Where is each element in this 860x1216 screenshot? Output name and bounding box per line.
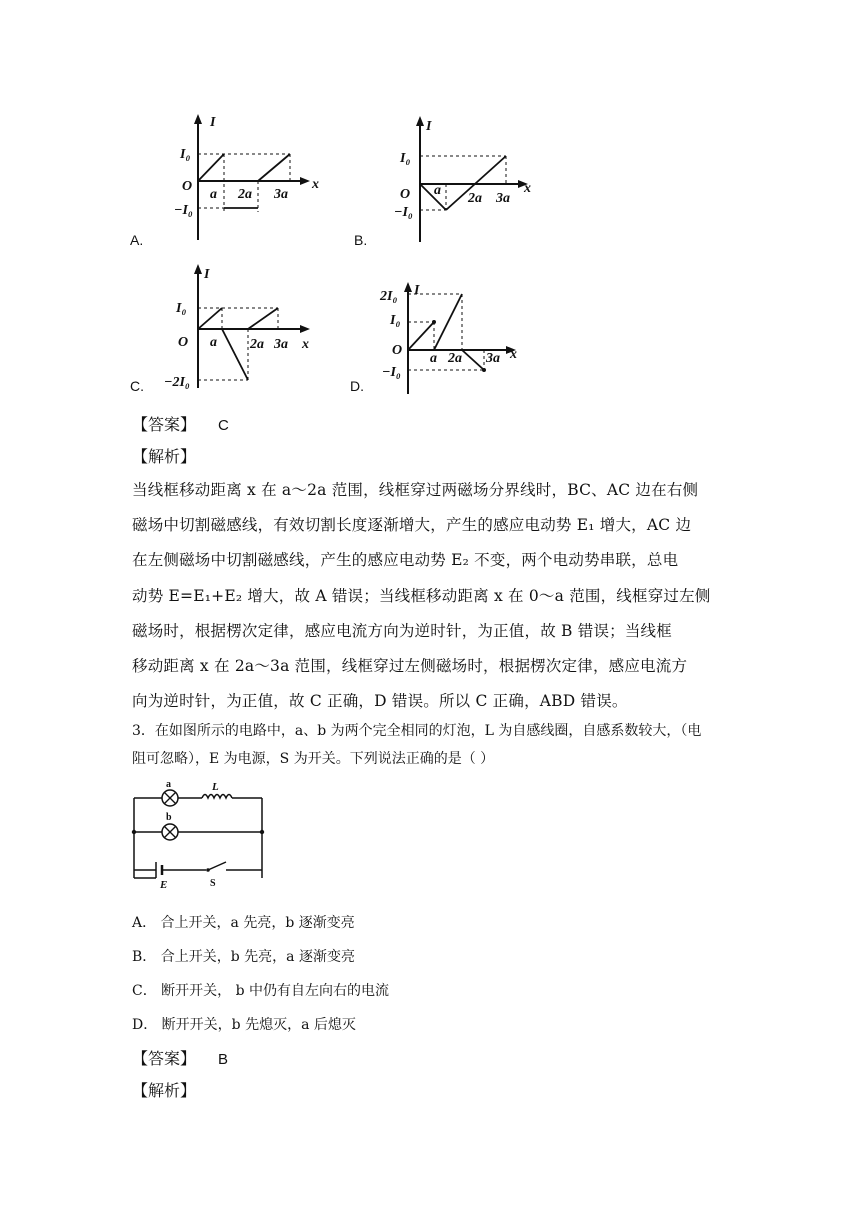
origin-label: O <box>182 179 193 194</box>
origin-label: O <box>400 187 411 202</box>
option-c[interactable]: C． 断开开关， b 中仍有自左向右的电流 <box>132 983 390 999</box>
tick-3a: 3a <box>274 187 288 202</box>
tick-i0: I₀ <box>390 313 401 328</box>
tick-neg-i0: −I₀ <box>394 205 413 220</box>
choice-c-letter: C. <box>130 378 144 394</box>
axis-label-i: I <box>426 119 432 134</box>
answer-value: C <box>218 417 229 434</box>
tick-2i0: 2I₀ <box>380 289 398 304</box>
answer-2 <box>132 1046 228 1069</box>
answer-label: 【答案】 <box>132 1049 197 1068</box>
tick-i0: I₀ <box>400 151 411 166</box>
axis-label-x: x <box>524 181 531 196</box>
tick-a: a <box>434 183 441 198</box>
origin-label: O <box>178 335 189 350</box>
tick-a: a <box>210 187 217 202</box>
source-label: E <box>160 879 168 891</box>
graph-b <box>382 112 552 244</box>
question-3-line: 3．在如图所示的电路中，a、b 为两个完全相同的灯泡，L 为自感线圈，自感系数较大，（电 <box>132 723 702 739</box>
tick-i0: I₀ <box>180 147 191 162</box>
axis-label-i: I <box>414 283 420 298</box>
axis-label-x: x <box>312 177 319 192</box>
analysis-1-label: 【解析】 <box>132 447 197 466</box>
analysis-line: 在左侧磁场中切割磁感线，产生的感应电动势 E₂ 不变，两个电动势串联，总电 <box>132 551 679 569</box>
analysis-line: 当线框移动距离 x 在 a～2a 范围，线框穿过两磁场分界线时，BC、AC 边在右侧 <box>132 481 699 499</box>
question-3-line: 阻可忽略），E 为电源，S 为开关。下列说法正确的是（ ） <box>132 751 495 767</box>
lamp-a-label: a <box>166 779 171 790</box>
tick-neg-2i0: −2I₀ <box>164 375 190 390</box>
analysis-line: 磁场时，根据楞次定律，感应电流方向为逆时针，为正值，故 B 错误；当线框 <box>132 622 672 640</box>
tick-2a: 2a <box>448 351 462 366</box>
answer-label: 【答案】 <box>132 415 197 434</box>
tick-3a: 3a <box>496 191 510 206</box>
analysis-line: 向为逆时针，为正值，故 C 正确，D 错误。所以 C 正确，ABD 错误。 <box>132 692 628 710</box>
tick-3a: 3a <box>274 337 288 352</box>
tick-2a: 2a <box>238 187 252 202</box>
lamp-b-label: b <box>166 812 172 823</box>
tick-a: a <box>210 335 217 350</box>
analysis-2-label: 【解析】 <box>132 1081 197 1100</box>
tick-i0: I₀ <box>176 301 187 316</box>
graph-a <box>160 112 330 244</box>
option-b[interactable]: B． 合上开关，b 先亮，a 逐渐变亮 <box>132 949 355 965</box>
graph-c <box>160 256 330 392</box>
tick-neg-i0: −I₀ <box>174 203 193 218</box>
analysis-line: 动势 E=E₁+E₂ 增大，故 A 错误；当线框移动距离 x 在 0～a 范围，线框穿过左侧 <box>132 587 711 605</box>
option-d[interactable]: D． 断开开关，b 先熄灭，a 后熄灭 <box>132 1017 356 1033</box>
choice-a-letter: A. <box>130 232 144 248</box>
inductor-label: L <box>212 781 219 793</box>
choice-b-letter: B. <box>354 232 368 248</box>
axis-label-x: x <box>510 347 517 362</box>
tick-2a: 2a <box>250 337 264 352</box>
axis-label-x: x <box>302 337 309 352</box>
axis-label-i: I <box>204 267 210 282</box>
option-a[interactable]: A． 合上开关，a 先亮，b 逐渐变亮 <box>132 915 355 931</box>
tick-2a: 2a <box>468 191 482 206</box>
tick-neg-i0: −I₀ <box>382 365 401 380</box>
choice-d-letter: D. <box>350 378 364 394</box>
graph-d <box>376 280 546 396</box>
analysis-line: 磁场中切割磁感线，有效切割长度逐渐增大，产生的感应电动势 E₁ 增大，AC 边 <box>132 516 692 534</box>
tick-a: a <box>430 351 437 366</box>
tick-3a: 3a <box>486 351 500 366</box>
circuit-diagram <box>126 776 268 891</box>
analysis-line: 移动距离 x 在 2a～3a 范围，线框穿过左侧磁场时，根据楞次定律，感应电流方 <box>132 657 688 675</box>
axis-label-i: I <box>210 115 216 130</box>
answer-value: B <box>218 1051 229 1068</box>
answer-1 <box>132 412 229 435</box>
switch-label: S <box>210 878 216 889</box>
origin-label: O <box>392 343 403 358</box>
